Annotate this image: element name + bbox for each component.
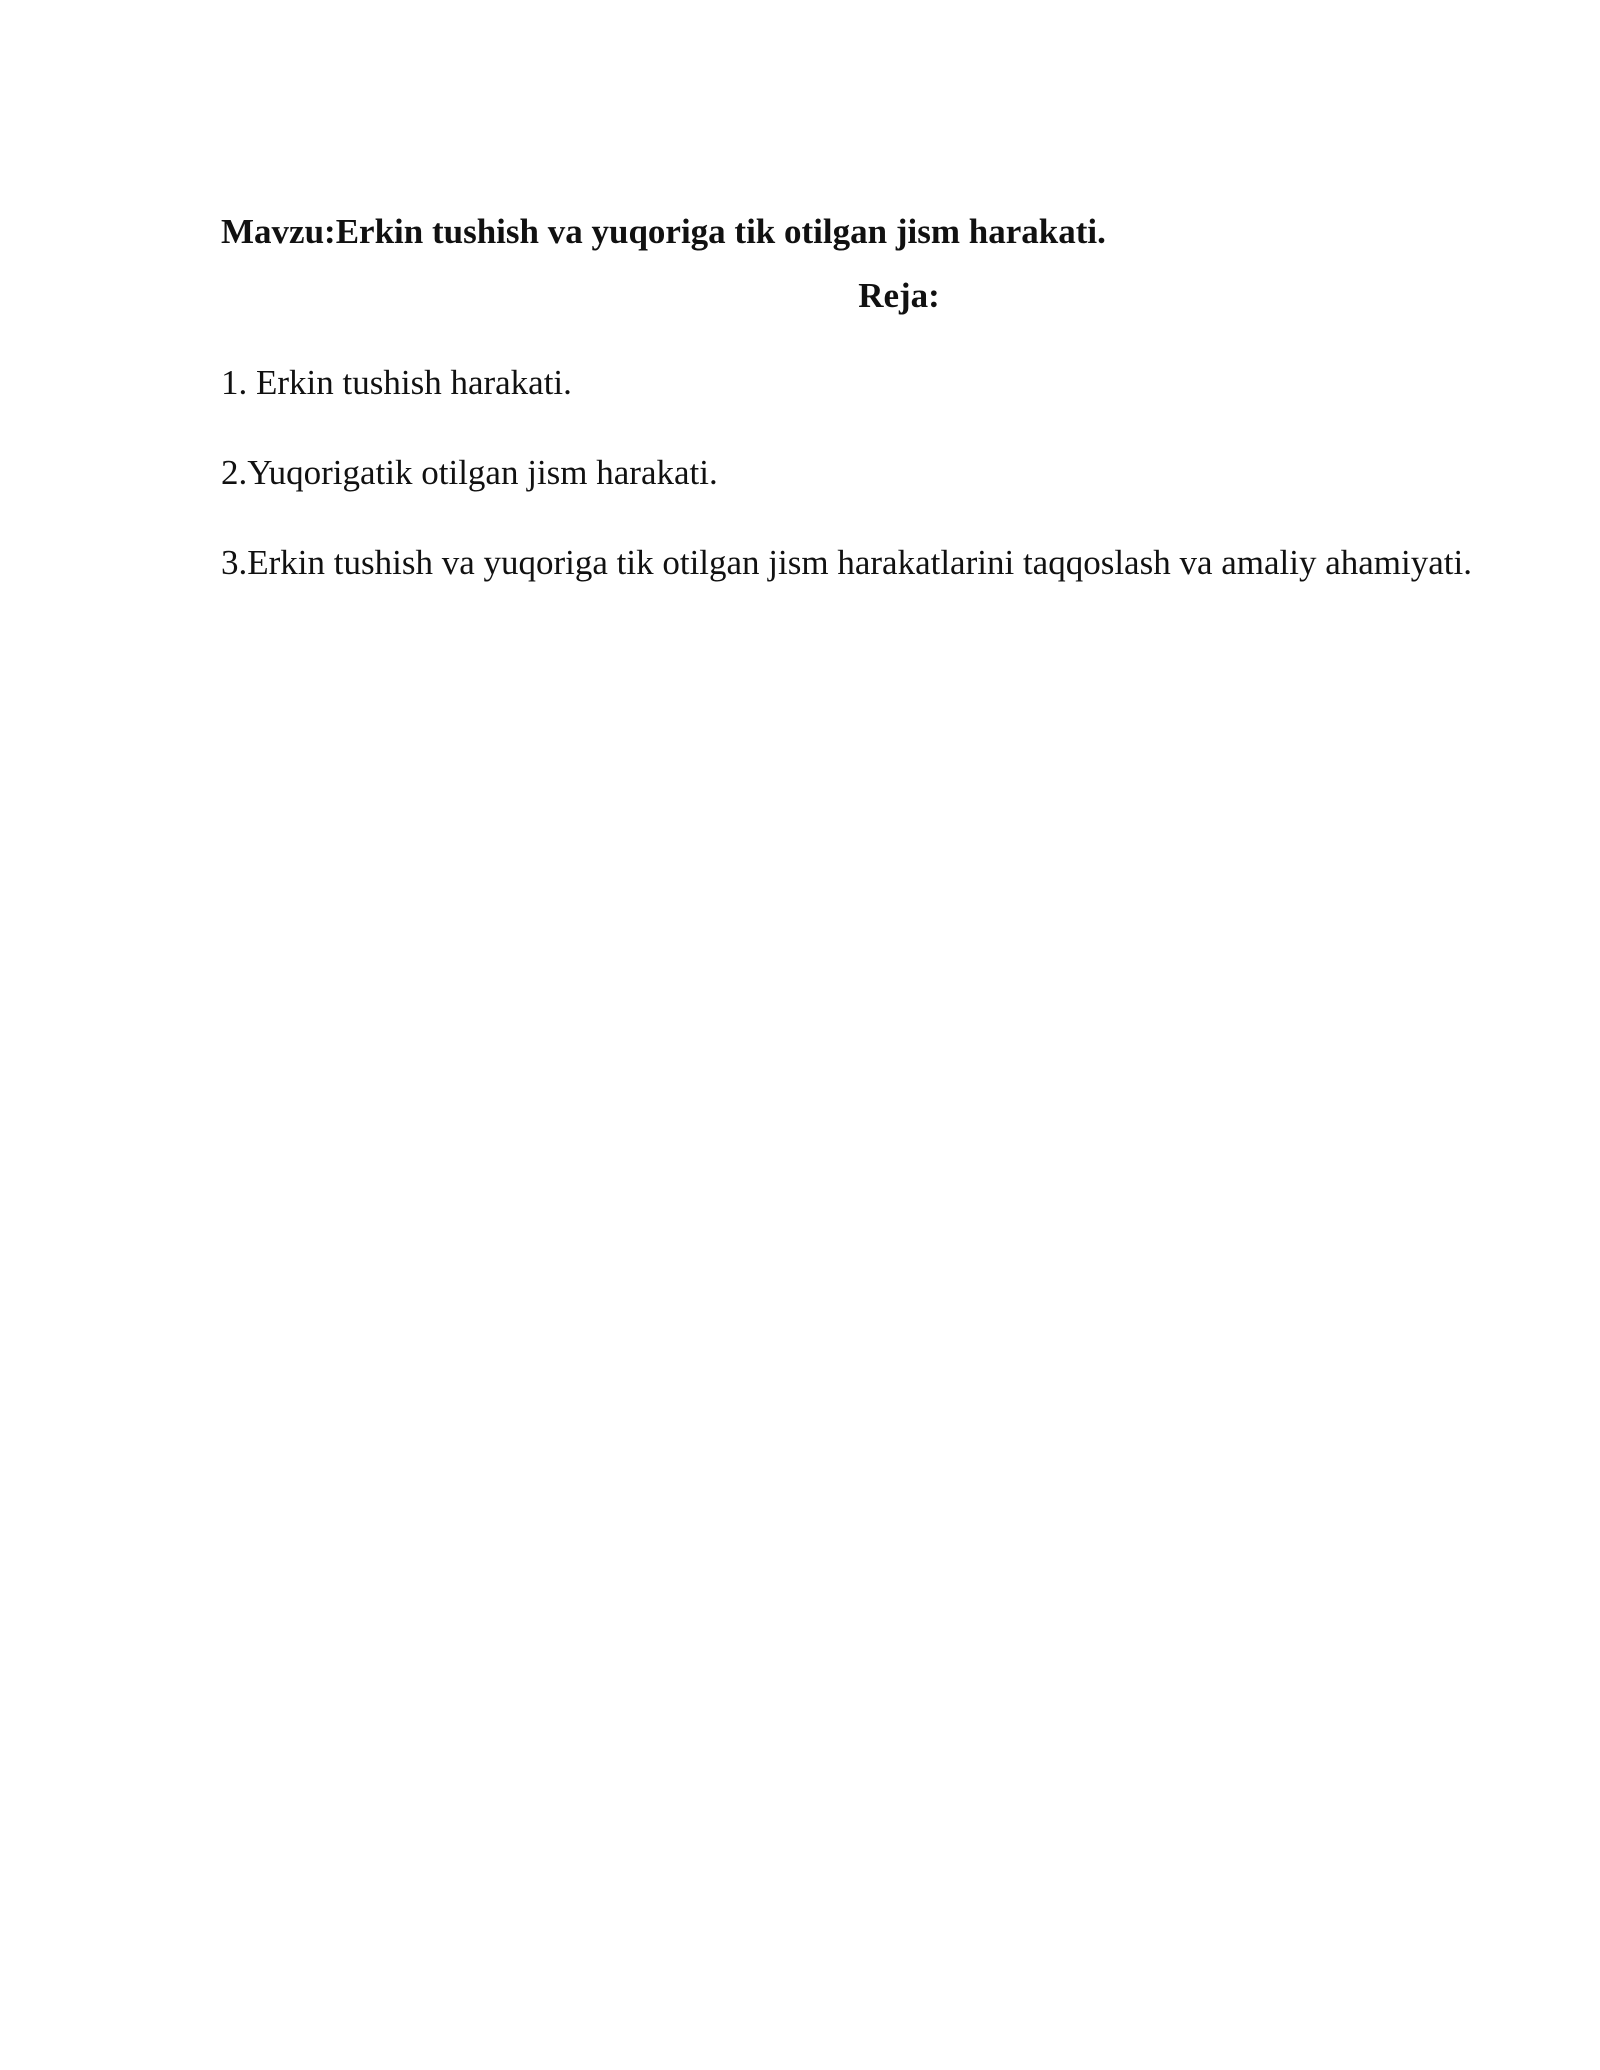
topic-heading: Mavzu:Erkin tushish va yuqoriga tik otilgan jism harakati. [221, 212, 1106, 251]
plan-item-2: 2.Yuqorigatik otilgan jism harakati. [221, 453, 718, 492]
plan-list [221, 352, 1487, 594]
plan-title: Reja: [858, 276, 940, 315]
plan-item-3: 3.Erkin tushish va yuqoriga tik otilgan jism harakatlarini taqqoslash va amaliy ahamiyati. [221, 543, 1472, 582]
plan-item-1: 1. Erkin tushish harakati. [221, 363, 572, 402]
document-content [221, 206, 1487, 622]
